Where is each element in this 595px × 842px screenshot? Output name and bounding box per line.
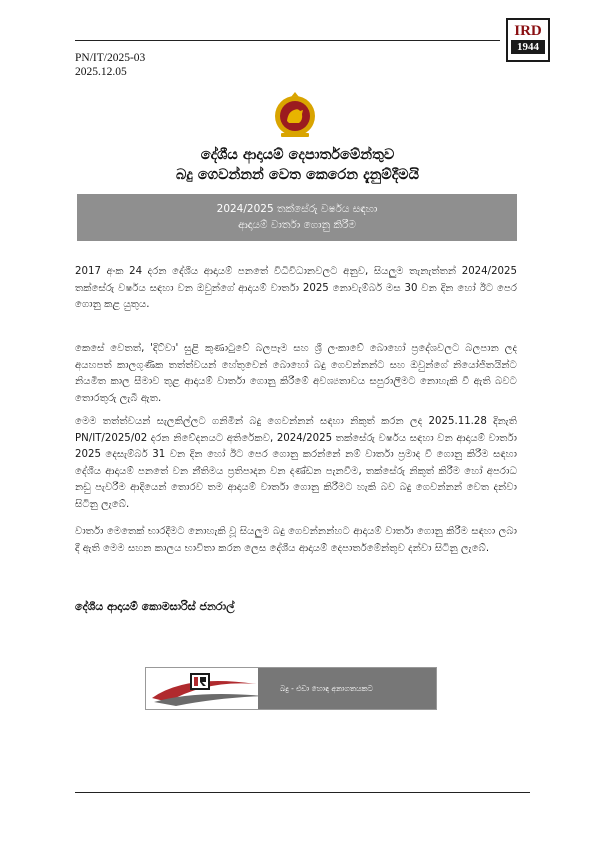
ird-banner: [145, 667, 437, 710]
ird-1944-logo: [506, 18, 550, 62]
paragraph-3: මෙම තත්ත්වයන් සැලකිල්ලට ගනිමින් බදු ගෙවන්නන් සඳහා නිකුත් කරන ලද 2025.11.28 දිනැති PN/IT/2025/02 දරන නිවේදනයට අතිරේකව, 2024/2025 තක්සේරු වර්ෂය සඳහා වන ආදායම් වාර්තා 2025 දෙසැම්බර් 31 වන දින හෝ ඊට පෙර ගොනු කරන්නේ නම් වාර්තා ප්‍රමාද වී ගොනු කිරීම සඳහා දේශීය ආදායම් පනතේ වන නීතිමය ප්‍රතිපාදන වන දණ්ඩන පැනවීම, තක්සේරු නිකුත් කිරීම හෝ අපරාධ නඩු පැවරීම ආදියෙන් තොරව තම ආදායම් වාර්තා ගොනු කිරීමට හැකි බව බදු ගෙවන්නන් වෙත දන්වා සිටිනු ලැබේ.: [75, 416, 517, 510]
subject-line-1: 2024/2025 තක්සේරු වර්ෂය සඳහා: [216, 203, 378, 215]
bottom-divider: [75, 792, 530, 793]
subject-box: [77, 194, 517, 241]
ird-logo-text: IRD: [514, 23, 542, 39]
subject-line-2: ආදායම් වාර්තා ගොනු කිරීම: [238, 219, 356, 231]
ird-logo-year: 1944: [511, 40, 545, 54]
banner-tagline: බදු - එඩා හොඳ අනාගතයකට: [258, 668, 436, 709]
ird-swoosh-logo-icon: [146, 668, 276, 709]
notice-date: 2025.12.05: [75, 66, 127, 78]
paragraph-2: කෙසේ වෙතත්, 'දිට්වා' සුළි කුණාටුවේ බලපෑම සහ ශ්‍රී ලංකාවේ බොහෝ ප්‍රදේශවලට බලපාන ලද අයහපත් කාලගුණික තත්ත්වයන් හේතුවෙන් බොහෝ බදු ගෙවන්නන්ට සහ ඔවුන්ගේ නියෝජිතයින්ට නියමිත කාල සීමාව තුළ ආදායම් වාර්තා ගොනු කිරීමේ අවශ්‍යතාවය සපුරාලීමට නොහැකි වී ඇති බවට තොරතුරු ලැබී ඇත.: [75, 343, 517, 404]
sri-lanka-emblem-icon: [272, 90, 318, 140]
signature-title: දේශීය ආදායම් කොමසාරිස් ජනරාල්: [75, 600, 235, 613]
top-divider: [75, 40, 500, 41]
department-title: දේශීය ආදායම් දෙපාර්තමේන්තුව: [200, 147, 395, 163]
paragraph-1: 2017 අංක 24 දරන දේශීය ආදායම් පනතේ විධිවිධානවලට අනුව, සියලුම තැනැත්තන් 2024/2025 තක්සේරු වර්ෂය සඳහා වන ඔවුන්ගේ ආදායම් වාර්තා 2025 නොවැම්බර් මස 30 වන දින හෝ ඊට පෙර ගොනු කළ යුතුය.: [75, 266, 517, 311]
reference-block: [75, 51, 145, 79]
reference-number: PN/IT/2025-03: [75, 52, 146, 64]
paragraph-4: වාර්තා මෙතෙක් භාරදීමට නොහැකි වූ සියලුම බදු ගෙවන්නන්හට ආදායම් වාර්තා ගොනු කිරීම සඳහා ලබා දී ඇති මෙම සහන කාලය භාවිතා කරන ලෙස දේශීය ආදායම් දෙපාර්තමේන්තුව දන්වා සිටිනු ලැබේ.: [75, 526, 517, 554]
notice-title: බදු ගෙවන්නන් වෙත කෙරෙන දැනුම්දීමයි: [175, 167, 420, 183]
banner-logo-area: [146, 668, 276, 709]
